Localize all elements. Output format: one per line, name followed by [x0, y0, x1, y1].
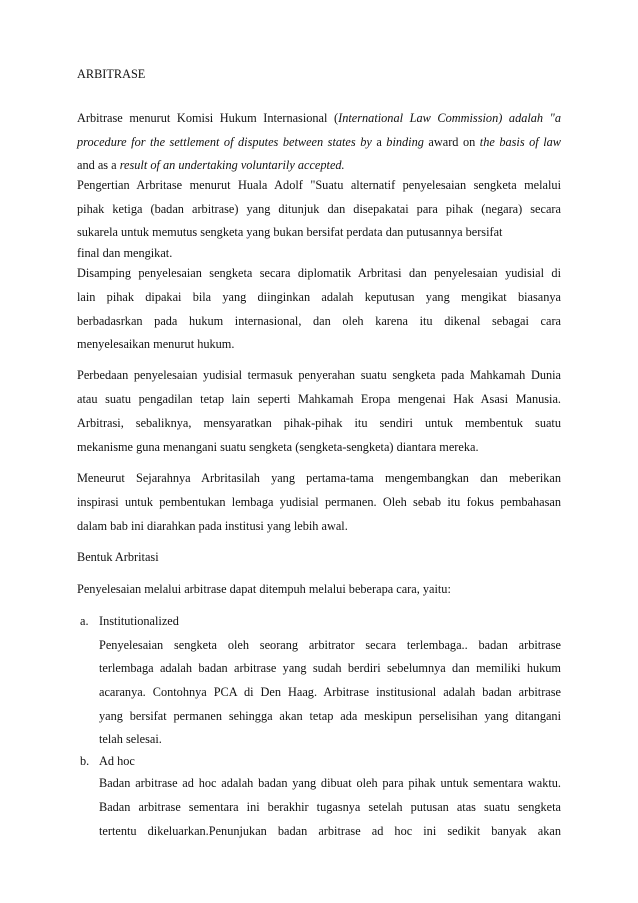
text: award on [423, 135, 480, 149]
intro-line: Penyelesaian melalui arbitrase dapat ditempuh melalui beberapa cara, yaitu: [77, 582, 451, 596]
document-title [77, 63, 561, 87]
line: Perbedaan penyelesaian yudisial termasuk penyerahan suatu sengketa pada Mahkamah Dunia [77, 368, 561, 382]
line: Pengertian Arbritase menurut Huala Adolf "Suatu alternatif penyelesaian sengketa melalui [77, 178, 561, 192]
line: terlembaga adalah badan arbitrase yang sudah berdiri sebelumnya dan memiliki hukum [99, 661, 561, 675]
line: menyelesaikan menurut hukum. [77, 337, 235, 351]
section-heading: Bentuk Arbritasi [77, 550, 159, 564]
list-marker: b. [80, 754, 90, 768]
text-italic: the basis of law [479, 135, 561, 149]
title-text: ARBITRASE [77, 67, 146, 81]
line: Disamping penyelesaian sengketa secara diplomatik Arbritasi dan penyelesaian yudisial di [77, 266, 561, 280]
line: berbadasrkan pada hukum internasional, dan oleh karena itu dikenal sebagai cara [77, 314, 561, 328]
line: dalam bab ini diarahkan pada institusi yang lebih awal. [77, 519, 348, 533]
line: yang bersifat permanen sehingga akan tetap ada meskipun perselisihan yang ditangani [99, 709, 561, 723]
line: lain pihak dipakai bila yang diinginkan adalah keputusan yang mengikat biasanya [77, 290, 561, 304]
line: telah selesai. [99, 732, 162, 746]
text: a [371, 135, 387, 149]
list-item-title: Ad hoc [99, 754, 135, 768]
text-italic: binding [386, 135, 424, 149]
line: sukarela untuk memutus sengketa yang bukan bersifat perdata dan putusannya bersifat [77, 225, 503, 239]
line: Meneurut Sejarahnya Arbritasilah yang pertama-tama mengembangkan dan meberikan [77, 471, 561, 485]
line [77, 131, 561, 155]
line: inspirasi untuk pembentukan lembaga yudisial permanen. Oleh sebab itu fokus pembahasan [77, 495, 561, 509]
line: Badan arbitrase ad hoc adalah badan yang dibuat oleh para pihak untuk sementara waktu. [99, 776, 561, 790]
line: pihak ketiga (badan arbitrase) yang ditunjuk dan disepakatai para pihak (negara) secara [77, 202, 561, 216]
text: and as a [77, 158, 120, 172]
line: final dan mengikat. [77, 246, 173, 260]
line: atau suatu pengadilan tetap lain seperti Mahkamah Eropa mengenai Hak Asasi Manusia. [77, 392, 561, 406]
text-italic: procedure for the settlement of disputes between states by [77, 135, 372, 149]
line: Penyelesaian sengketa oleh seorang arbitrator secara terlembaga.. badan arbitrase [99, 638, 561, 652]
text: Arbitrase menurut Komisi Hukum Internasional ( [77, 111, 339, 125]
line: Badan arbitrase sementara ini berakhir tugasnya setelah putusan atas suatu sengketa [99, 800, 561, 814]
line: acaranya. Contohnya PCA di Den Haag. Arbitrase institusional adalah badan arbitrase [99, 685, 561, 699]
list-item-title: Institutionalized [99, 614, 179, 628]
text-italic: International Law Commission) adalah "a [338, 111, 561, 125]
line: tertentu dikeluarkan.Penunjukan badan arbitrase ad hoc ini sedikit banyak akan [99, 824, 561, 838]
line: Arbitrasi, sebaliknya, mensyaratkan pihak-pihak itu sendiri untuk membentuk suatu [77, 416, 561, 430]
list-marker: a. [80, 614, 89, 628]
line [77, 107, 561, 131]
line: mekanisme guna menangani suatu sengketa (sengketa-sengketa) diantara mereka. [77, 440, 479, 454]
text-italic: result of an undertaking voluntarily accepted. [119, 158, 345, 172]
